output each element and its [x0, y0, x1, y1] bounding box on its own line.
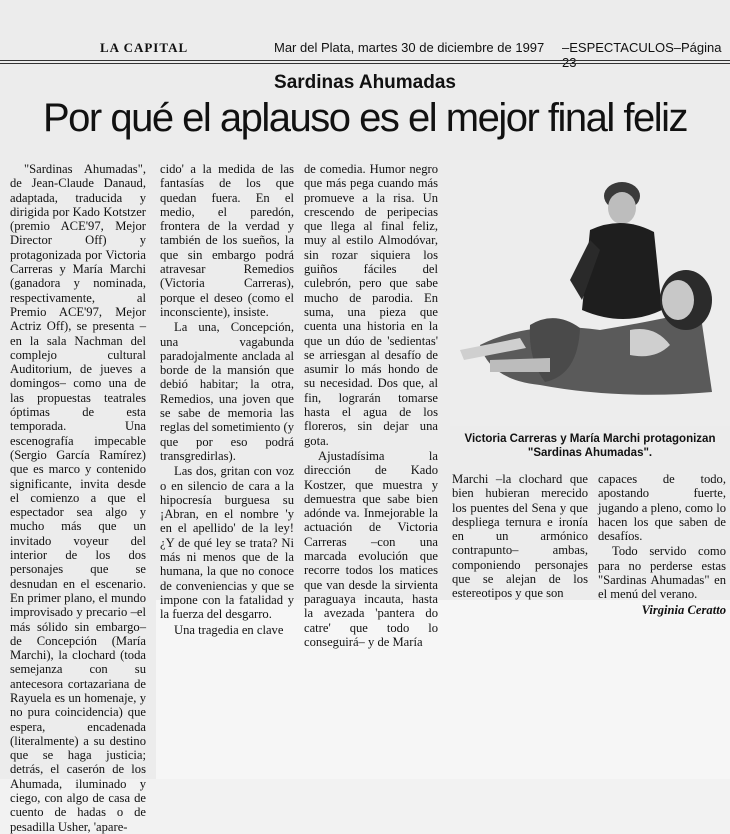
- article-column-1: [10, 162, 146, 834]
- publication-date: Mar del Plata, martes 30 de diciembre de 1997: [274, 40, 545, 55]
- paragraph: Una tragedia en clave: [174, 622, 284, 637]
- article-column-2: [160, 162, 294, 637]
- article-column-4: [452, 472, 588, 601]
- paragraph: "Sardinas Ahumadas", de Jean-Claude Danaud, adaptada, traducida y dirigida por Kado Kotstzer (premio ACE'97, Mejor Director Off) y protagonizada por Victoria Carreras y María Marchi (ganadora y nominada, respectivamente, al Premio ACE'97, Mejor Actriz Off), se presenta –en la sala Nachman del complejo cultural Auditorium, de jueves a domingos– como una de las propuestas teatrales óptimas de esta temporada. Una escenografía impecable (Sergio García Ramírez) que es marco y contenido significante, invita desde el comienzo a que el espectador sea algo y mucho más que un invitado voyeur del interior de los dos personajes que se desnudan en el escenario. En primer plano, el mundo improvisado y precario –el más sólido sin embargo– de Concepción (María Marchi), la clochard (toda semejanza con su antecesora cortazariana de Rayuela es un homenaje, y no pura coincidencia) que espera, encadenada (literalmente) a su destino que se haga justicia; detrás, el caserón de los Ahumada, iluminado y ciego, con algo de casa de cuento de hadas o de pesadilla Usher, 'apare-: [10, 162, 146, 834]
- paragraph: Todo servido como para no perderse estas "Sardinas Ahumadas" en el menú del verano.: [598, 544, 726, 602]
- article-kicker: Sardinas Ahumadas: [274, 72, 456, 93]
- newspaper-name: LA CAPITAL: [100, 40, 189, 55]
- paragraph: de comedia. Humor negro que más pega cuando más promueve a la risa. Un crescendo de peripecias que llega al final feliz, muy al estilo Almodóvar, sin rozar siquiera los guiños fáciles del culebrón, pero que sabe mucho de parodia. En suma, una pieza que cuenta una historia en la que un dúo de 'sedientas' se arriesgan al desafío de asumir lo más hondo de su necesidad. Dos que, al fin, lograrán tomarse hasta el agua de los floreros, sin dejar una gota.: [304, 162, 438, 448]
- paragraph: Ajustadísima la dirección de Kado Kostzer, que muestra y demuestra que sabe bien adónde va. Inmejorable la actuación de Victoria Carreras –con una marcada evolución que recorre todos los matices que van desde la sirvienta paraguaya incauta, hasta la avezada 'pantera do catre' que todo lo conseguirá– y de María: [304, 448, 438, 649]
- article-column-3: [304, 162, 438, 649]
- paragraph: La una, Concepción, una vagabunda paradojalmente anclada al borde de la mansión que debió habitar; la otra, Remedios, una joven que se sabe de memoria las reglas del sometimiento (y que por eso podrá transgredirlas).: [160, 320, 294, 463]
- paragraph: capaces de todo, apostando fuerte, jugando a pleno, como lo hacen los que saben de desafíos.: [598, 472, 726, 544]
- masthead: [0, 36, 730, 70]
- paragraph: Marchi –la clochard que bien hubieran merecido los puentes del Sena y que despliega ternura e ironía en un armónico contrapunto– ambas, componiendo personajes que se alejan de los estereotipos y que son: [452, 472, 588, 601]
- caption-line: Victoria Carreras y María Marchi protagonizan: [464, 433, 716, 445]
- header-rule-thin: [0, 63, 730, 64]
- caption-line: "Sardinas Ahumadas".: [527, 447, 653, 459]
- article-column-5: [598, 472, 726, 617]
- section-page: –ESPECTACULOS–Página 23: [562, 40, 722, 70]
- header-rule: [0, 60, 730, 61]
- article-photo: [450, 160, 730, 426]
- article-headline: Por qué el aplauso es el mejor final feliz: [42, 96, 688, 140]
- photo-caption: [450, 432, 730, 460]
- byline: Virginia Ceratto: [641, 602, 726, 617]
- paragraph: cido' a la medida de las fantasías de los que quedan fuera. En el medio, el paredón, frontera de la verdad y también de los sueños, la que sin embargo podrá atravesar Remedios (Victoria Carreras), porque el deseo (como el inconsciente), insiste.: [160, 162, 294, 319]
- paragraph: Las dos, gritan con voz o en silencio de cara a la hipocresía burguesa su ¡Abran, en el nombre 'y en el apellido' de la ley! ¿Y de qué ley se trata? Ni más ni menos que de la humana, la que no conoce de conveniencias y que se impone con la fatalidad y la fuerza del desgarro.: [160, 464, 294, 622]
- actresses-photo-illustration: [450, 160, 730, 426]
